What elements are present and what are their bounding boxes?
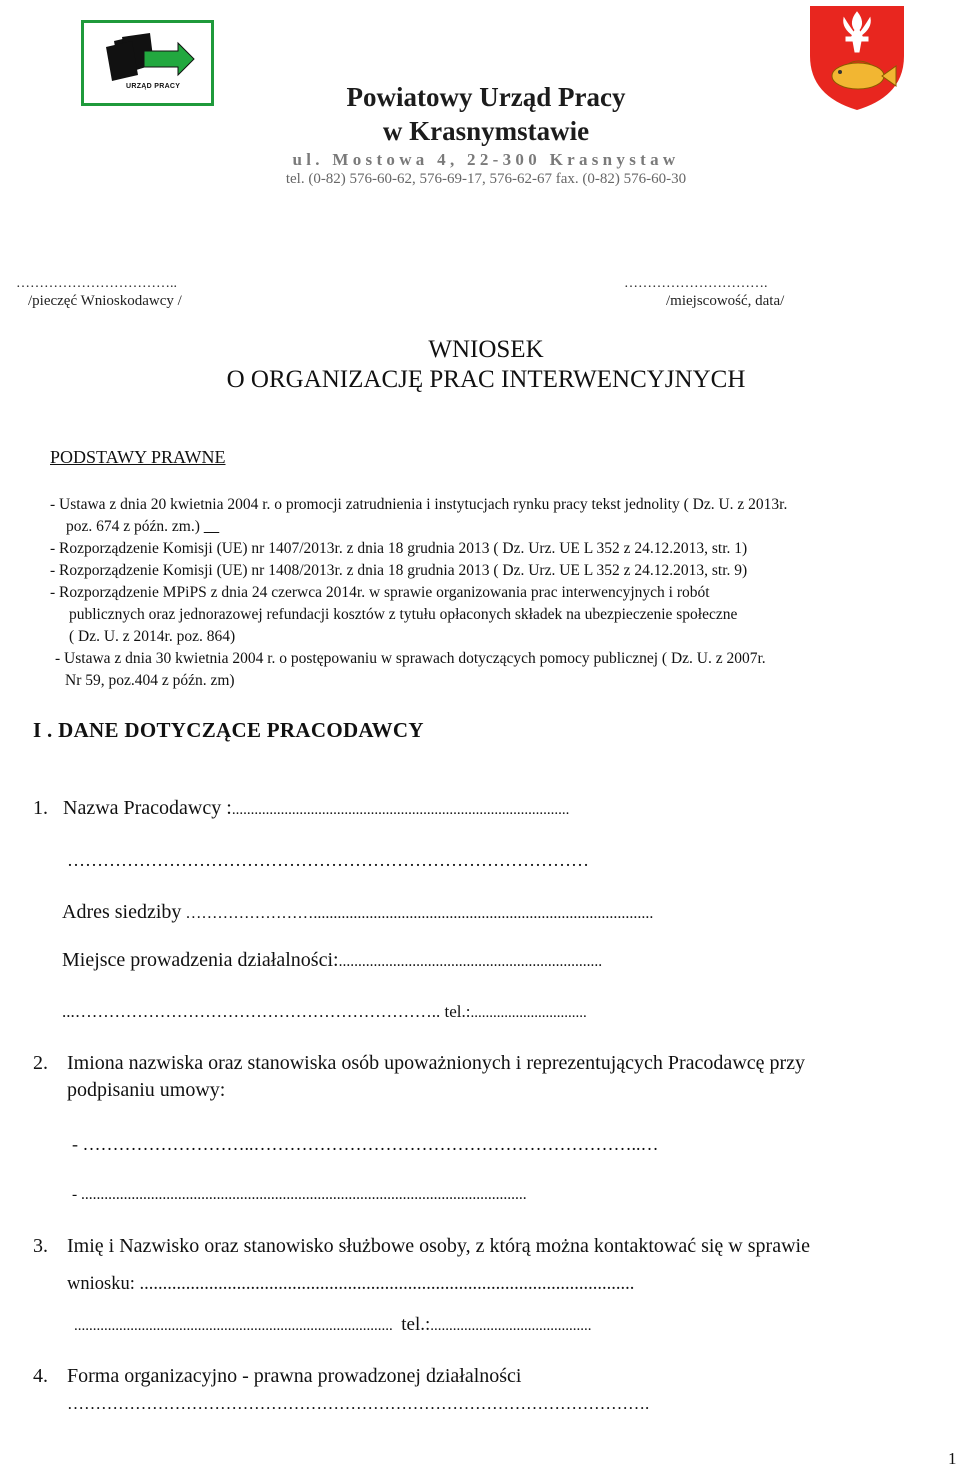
field-label: Nazwa Pracodawcy : bbox=[63, 797, 232, 819]
fill-line[interactable]: wniosku: ........................................................................................................... bbox=[67, 1274, 635, 1294]
item-number: 3. bbox=[33, 1235, 48, 1257]
document-title: WNIOSEK bbox=[428, 336, 544, 363]
legal-line: Nr 59, poz.404 z późn. zm) bbox=[65, 672, 235, 689]
stamp-dots: …………………………….. bbox=[16, 276, 177, 291]
date-caption: /miejscowość, data/ bbox=[666, 293, 785, 309]
legal-line: poz. 674 z późn. zm.) bbox=[66, 518, 200, 535]
legal-line: publicznych oraz jednorazowej refundacji kosztów z tytułu opłaconych składek na ubezpieczenie społeczne bbox=[69, 606, 738, 623]
item-text: podpisaniu umowy: bbox=[67, 1079, 226, 1101]
city-crest-icon bbox=[808, 4, 906, 112]
item-number: 2. bbox=[33, 1052, 48, 1074]
legal-line: - Rozporządzenie Komisji (UE) nr 1407/2013r. z dnia 18 grudnia 2013 ( Dz. Urz. UE L 352 z 24.12.2013, str. 1) bbox=[50, 540, 748, 557]
legal-line: - Ustawa z dnia 30 kwietnia 2004 r. o postępowaniu w sprawach dotyczących pomocy publicznej ( Dz. U. z 2007r. bbox=[55, 650, 766, 667]
date-dots: …………………………. bbox=[624, 276, 768, 291]
fill-line: ............................... bbox=[470, 1005, 587, 1021]
legal-line: - Ustawa z dnia 20 kwietnia 2004 r. o promocji zatrudnienia i instytucjach rynku pracy tekst jednolity ( Dz. U. z 2013r. bbox=[50, 496, 788, 513]
item-text: Imiona nazwiska oraz stanowiska osób upoważnionych i reprezentujących Pracodawcę przy bbox=[67, 1052, 806, 1074]
org-address: ul. Mostowa 4, 22-300 Krasnystaw bbox=[292, 150, 680, 169]
field-phone[interactable] bbox=[62, 1002, 587, 1022]
legal-line: - Rozporządzenie MPiPS z dnia 24 czerwca 2014r. w sprawie organizowania prac interwencyjnych i robót bbox=[50, 584, 710, 601]
fill-line: ……………………..................................................................................... bbox=[181, 905, 654, 922]
logo-text: URZĄD PRACY bbox=[126, 83, 181, 90]
item-text: Imię i Nazwisko oraz stanowisko służbowe osoby, z którą można kontaktować się w sprawie bbox=[67, 1235, 810, 1257]
field-label: Miejsce prowadzenia działalności: bbox=[62, 949, 339, 971]
fill-line[interactable]: …………………………………………………………………………………………. bbox=[67, 1394, 650, 1413]
fill-line: ..................................................................................... bbox=[74, 1318, 393, 1334]
legal-line: ( Dz. U. z 2014r. poz. 864) bbox=[69, 628, 236, 645]
field-label: Adres siedziby bbox=[62, 901, 182, 923]
item-text: Forma organizacyjno - prawna prowadzonej działalności bbox=[67, 1365, 522, 1387]
logo-cards-arrow-icon bbox=[84, 23, 211, 103]
field-label: tel.: bbox=[401, 1314, 431, 1335]
fill-line[interactable]: - ................................................................................................................... bbox=[72, 1186, 527, 1203]
org-name-line1: Powiatowy Urząd Pracy bbox=[346, 82, 626, 112]
stamp-caption: /pieczęć Wnioskodawcy / bbox=[28, 293, 182, 309]
fill-line[interactable]: …………………………………………………………………………… bbox=[67, 850, 589, 870]
fill-line: .......................................................................................... bbox=[231, 802, 570, 818]
field-employer-name[interactable] bbox=[33, 797, 569, 820]
fill-line: ...……………………………………………………….. bbox=[62, 1002, 445, 1021]
field-address[interactable] bbox=[62, 901, 653, 924]
page-number: 1 bbox=[948, 1449, 957, 1468]
legal-basis-heading: PODSTAWY PRAWNE bbox=[50, 447, 226, 467]
labour-office-logo bbox=[81, 20, 214, 106]
section-heading: I . DANE DOTYCZĄCE PRACODAWCY bbox=[33, 718, 424, 742]
document-subtitle: O ORGANIZACJĘ PRAC INTERWENCYJNYCH bbox=[226, 366, 746, 393]
legal-line: - Rozporządzenie Komisji (UE) nr 1408/2013r. z dnia 18 grudnia 2013 ( Dz. Urz. UE L 352 z 24.12.2013, str. 9) bbox=[50, 562, 748, 579]
item-number: 4. bbox=[33, 1365, 48, 1387]
org-contact: tel. (0-82) 576-60-62, 576-69-17, 576-62-67 fax. (0-82) 576-60-30 bbox=[285, 171, 687, 187]
fill-line: .................................................................... bbox=[338, 953, 603, 970]
fill-line[interactable]: - ………………………..………………………………………………………..… bbox=[72, 1134, 659, 1154]
field-business-location[interactable] bbox=[62, 949, 602, 972]
field-contact-phone[interactable] bbox=[74, 1314, 592, 1336]
org-name-line2: w Krasnymstawie bbox=[382, 116, 590, 146]
fill-line: ........................................... bbox=[430, 1318, 592, 1334]
item-number: 1. bbox=[33, 797, 48, 819]
field-label: tel.: bbox=[444, 1002, 471, 1021]
